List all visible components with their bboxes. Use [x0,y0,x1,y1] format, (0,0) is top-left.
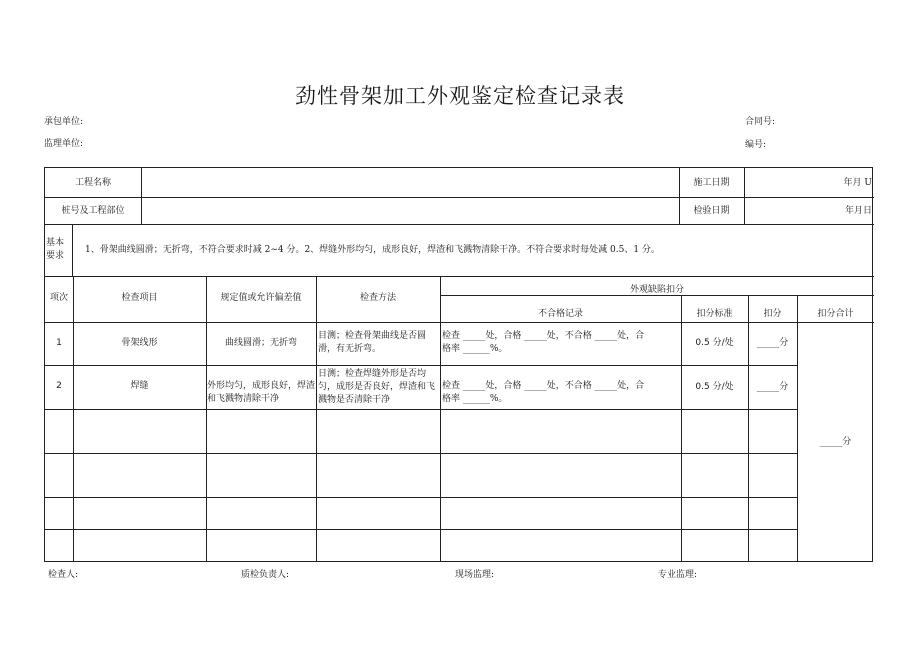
contract-no-label: 合同号: [745,117,776,127]
row-2-deduct: _____分 [756,382,789,392]
inspection-date-label: 检验日期 [693,206,730,216]
qc-lead-label: 质检负责人: [241,570,290,580]
row-divider [45,409,797,410]
header-deduct-std: 扣分标准 [696,309,733,319]
row-1-std: 0.5 分/处 [695,338,734,348]
inspection-date-value: 年月日 [844,206,872,216]
col-divider [141,168,142,224]
row-divider [45,453,797,454]
header-nonconform: 不合格记录 [537,309,583,319]
row-1-deduct: _____分 [756,338,789,348]
inspection-table [44,167,873,562]
construction-date-value: 年月 U [843,178,872,188]
row-divider [45,497,797,498]
col-divider [748,295,749,561]
row-divider [45,224,874,225]
requirements-label: 基本 要求 [46,238,65,261]
construction-date-label: 施工日期 [693,178,730,188]
total-deduct: _____分 [819,437,852,447]
row-2-record: 检查 _____处，合格 _____处，不合格 _____处，合 格率 ______%。 [442,381,645,404]
contractor-label: 承包单位: [44,117,84,127]
row-1-method: 目测；检查骨架曲线是否圆滑，有无折弯。 [318,331,427,354]
row-2-spec: 外形均匀，成形良好，焊渣和飞溅物清除干净 [207,381,316,404]
row-divider [45,276,874,277]
row-divider [45,365,797,366]
header-specified: 规定值或允许偏差值 [220,293,302,303]
inspector-label: 检查人: [48,570,79,580]
specialist-supervisor-label: 专业监理: [658,570,698,580]
header-item-no: 项次 [49,293,68,303]
row-2-no: 2 [56,381,62,391]
row-2-item: 焊缝 [130,381,149,391]
col-divider [72,224,73,276]
row-1-record: 检查 _____处，合格 _____处，不合格 _____处，合 格率 ______%。 [442,331,645,354]
row-2-std: 0.5 分/处 [695,382,734,392]
row-2-method: 日测；检查焊缝外形是否均匀，成形是否良好，焊渣和飞溅物是否清除干净 [318,369,436,405]
supervisor-label: 监理单位: [44,139,84,149]
page-title: 劲性骨架加工外观鉴定检查记录表 [295,84,625,108]
col-divider [681,295,682,561]
row-divider [45,322,874,323]
col-divider [206,276,207,561]
row-1-no: 1 [56,338,62,348]
row-1-spec: 曲线圆滑；无折弯 [224,338,297,348]
header-defect-group: 外观缺陷扣分 [629,285,684,295]
station-label: 桩号及工程部位 [61,206,125,216]
header-check-item: 检查项目 [121,293,158,303]
col-divider [73,276,74,561]
row-1-item: 骨架线形 [121,338,158,348]
requirements-text: 1、骨架曲线圆滑；无折弯，不符合要求时减 2~4 分。2、焊缝外形均匀，成形良好，焊渣和飞溅物清除干净。不符合要求时每处减 0.5、1 分。 [85,245,660,255]
row-divider [45,529,797,530]
header-deduct-total: 扣分合计 [817,309,854,319]
serial-no-label: 编号: [745,140,767,150]
project-name-label: 工程名称 [74,178,111,188]
col-divider [316,276,317,561]
header-deduct: 扣分 [763,309,782,319]
site-supervisor-label: 现场监理: [455,570,495,580]
col-divider [797,295,798,561]
row-divider [45,197,874,198]
header-method: 检查方法 [359,293,396,303]
